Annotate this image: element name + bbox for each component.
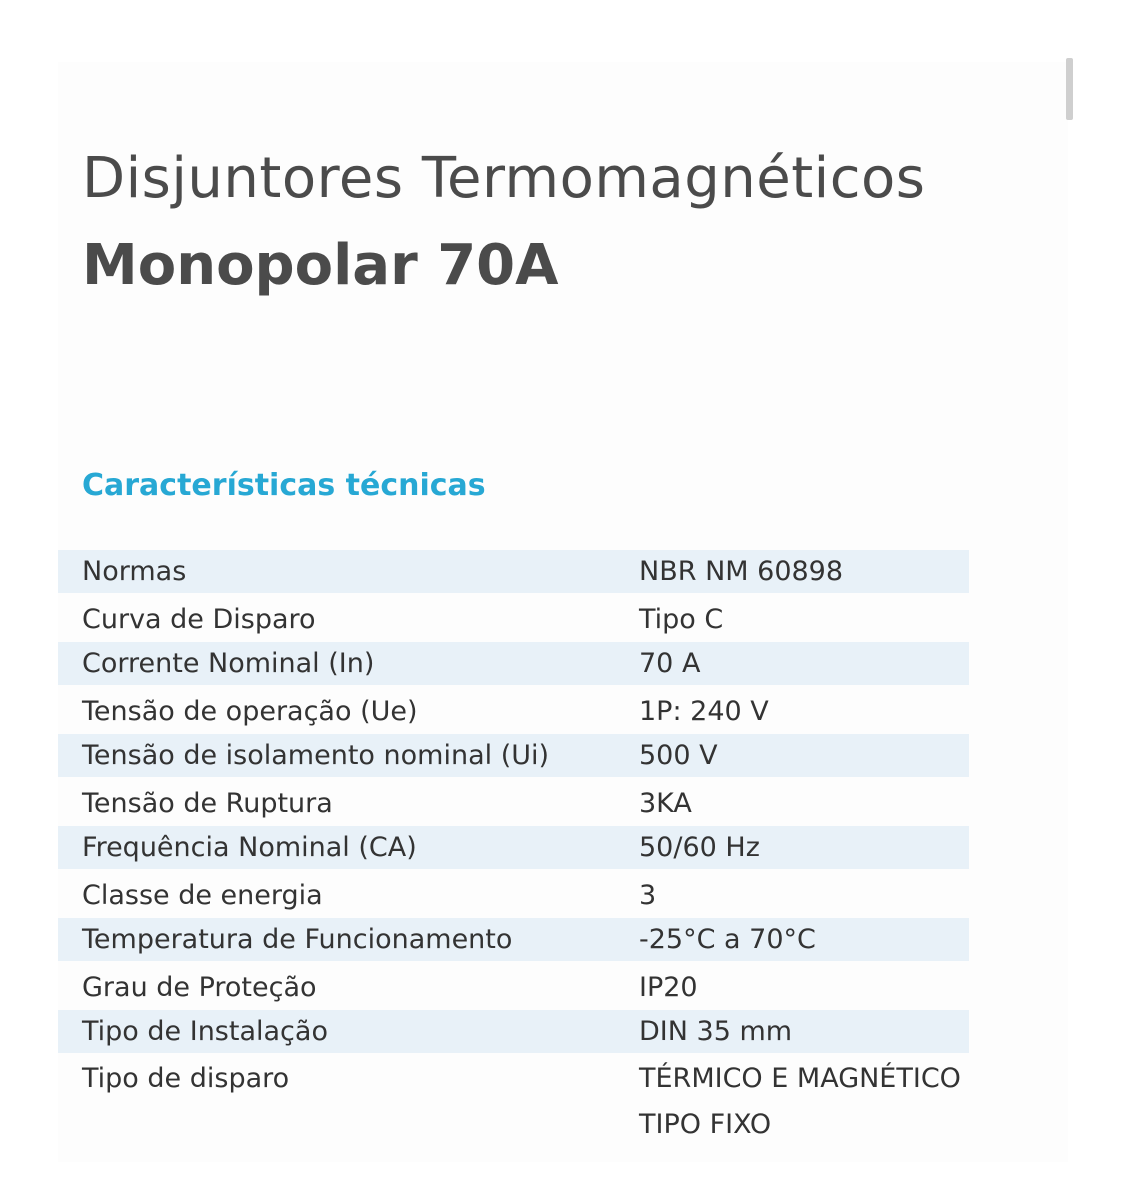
spec-value-line: TÉRMICO E MAGNÉTICO (639, 1063, 961, 1094)
spec-value: NBR NM 60898 (639, 556, 844, 587)
spec-value: -25°C a 70°C (639, 924, 816, 955)
section-heading: Características técnicas (82, 468, 486, 503)
spec-value: IP20 (639, 971, 698, 1003)
page-subtitle: Monopolar 70A (82, 233, 559, 298)
table-row (58, 872, 969, 918)
scrollbar[interactable] (1066, 58, 1073, 120)
spec-table (58, 550, 969, 1148)
spec-label: Corrente Nominal (In) (82, 648, 375, 679)
spec-value: 70 A (639, 648, 701, 679)
spec-value-line: TIPO FIXO (639, 1109, 772, 1140)
spec-value: 3KA (639, 787, 692, 819)
spec-value: Tipo C (639, 603, 724, 635)
spec-label: Tensão de operação (Ue) (82, 695, 418, 727)
spec-label: Curva de Disparo (82, 603, 316, 635)
spec-label: Tipo de Instalação (82, 1016, 328, 1047)
spec-label: Tensão de Ruptura (82, 787, 333, 819)
table-row (58, 688, 969, 734)
spec-label: Classe de energia (82, 879, 323, 911)
spec-label: Tipo de disparo (82, 1063, 290, 1094)
spec-value: 50/60 Hz (639, 832, 760, 863)
table-row (58, 826, 969, 869)
table-row (58, 780, 969, 826)
table-row (58, 550, 969, 593)
table-row (58, 596, 969, 642)
spec-label: Frequência Nominal (CA) (82, 832, 417, 863)
spec-value: 500 V (639, 740, 718, 771)
table-row (58, 964, 969, 1010)
spec-value: 1P: 240 V (639, 695, 769, 727)
table-row (58, 1056, 969, 1148)
table-row (58, 642, 969, 685)
table-row (58, 734, 969, 777)
spec-value (639, 1056, 961, 1148)
table-row (58, 918, 969, 961)
spec-label: Normas (82, 556, 187, 587)
spec-label: Tensão de isolamento nominal (Ui) (82, 740, 550, 771)
spec-value: DIN 35 mm (639, 1016, 793, 1047)
page-title: Disjuntores Termomagnéticos (82, 146, 926, 211)
table-row (58, 1010, 969, 1053)
spec-label: Temperatura de Funcionamento (82, 924, 513, 955)
spec-value: 3 (639, 879, 657, 911)
spec-label: Grau de Proteção (82, 971, 317, 1003)
